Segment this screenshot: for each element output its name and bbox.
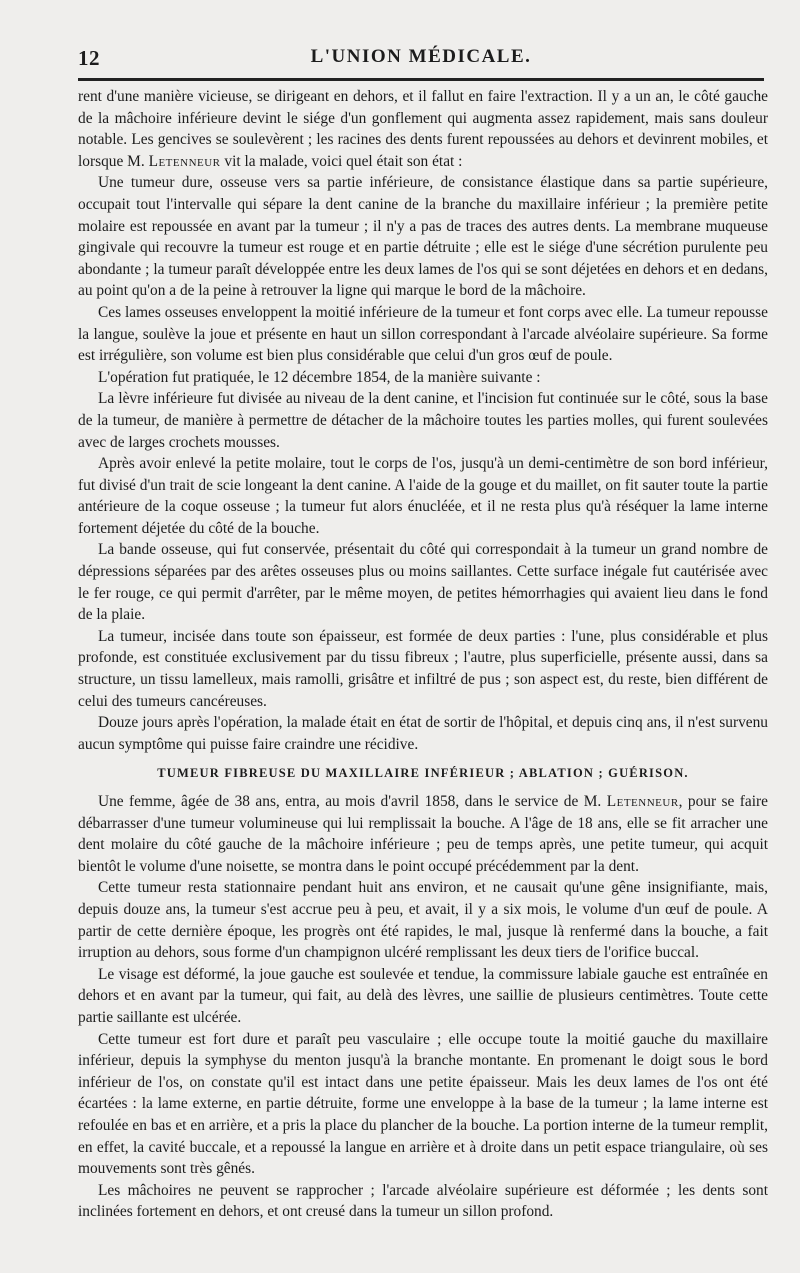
paragraph-text: Une femme, âgée de 38 ans, entra, au mois d'avril 1858, dans le service de M.	[98, 793, 602, 810]
paragraph: La tumeur, incisée dans toute son épaisseur, est formée de deux parties : l'une, plus considérable et plus profonde, est constituée exclusivement par du tissu fibreux ; l'autre, plus superficielle, présente aussi, dans sa structure, un tissu lamelleux, mais ramolli, grisâtre et infiltré de pus ; son aspect est, du reste, bien différent de celui des tumeurs cancéreuses.	[78, 627, 768, 710]
paragraph: La bande osseuse, qui fut conservée, présentait du côté qui correspondait à la tumeur un grand nombre de dépressions séparées par des arêtes osseuses plus ou moins saillantes. Cette surface inégale fut cautérisée avec le fer rouge, ce qui permit d'arrêter, par le même moyen, de petites hémorrhagies qui avaient lieu dans le fond de la plaie.	[78, 541, 768, 624]
running-title: L'UNION MÉDICALE.	[310, 46, 532, 67]
paragraph: Le visage est déformé, la joue gauche est soulevée et tendue, la commissure labiale gauche est entraînée en dehors et en avant par la tumeur, qui fait, au delà des lèvres, une saillie de plusieurs centimètres. Toute cette partie saillante est ulcérée.	[78, 965, 768, 1026]
paragraph	[78, 791, 768, 877]
paragraph-text: vit la malade, voici quel était son état :	[224, 152, 463, 170]
surgeon-name: Letenneur	[606, 793, 679, 810]
paragraph: Cette tumeur est fort dure et paraît peu vasculaire ; elle occupe toute la moitié gauche du maxillaire inférieur, depuis la symphyse du menton jusqu'à la branche montante. En promenant le doigt sous le bord inférieur de l'os, on constate qu'il est intact dans une petite épaisseur. Mais les deux lames de l'os ont été écartées : la lame externe, en partie détruite, forme une enveloppe à la base de la tumeur ; la lame interne est refoulée en bas et en arrière, et a pris la place du plancher de la bouche. La portion interne de la tumeur remplit, en effet, la cavité buccale, et a repoussé la langue en arrière et à droite dans un petit espace triangulaire, où ses mouvements sont très gênés.	[78, 1030, 768, 1178]
paragraph: Ces lames osseuses enveloppent la moitié inférieure de la tumeur et font corps avec elle. La tumeur repousse la langue, soulève la joue et présente en haut un sillon correspondant à l'arcade alvéolaire supérieure. Sa forme est irrégulière, son volume est bien plus considérable que celui d'un gros œuf de poule.	[78, 303, 768, 365]
page-header	[78, 44, 764, 74]
paragraph: Après avoir enlevé la petite molaire, tout le corps de l'os, jusqu'à un demi-centimètre de son bord inférieur, fut divisé d'un trait de scie longeant la dent canine. A l'aide de la gouge et du maillet, on fit sauter toute la partie antérieure de la coque osseuse ; la tumeur fut alors énucléée, et il ne resta plus qu'à réséquer la lame interne fortement déjetée du côté de la bouche.	[78, 455, 768, 537]
paragraph: L'opération fut pratiquée, le 12 décembre 1854, de la manière suivante :	[98, 368, 541, 386]
page-number: 12	[78, 46, 100, 70]
paragraph: La lèvre inférieure fut divisée au niveau de la dent canine, et l'incision fut continuée sur le côté, sous la base de la tumeur, de manière à permettre de détacher de la mâchoire toutes les parties molles, qui furent soulevées avec de larges crochets mousses.	[78, 390, 768, 451]
surgeon-name: Letenneur	[148, 152, 221, 170]
paragraph: Douze jours après l'opération, la malade était en état de sortir de l'hôpital, et depuis cinq ans, il n'est survenu aucun symptôme qui puisse faire craindre une récidive.	[78, 714, 768, 753]
paragraph-text: rent d'une manière vicieuse, se dirigeant en dehors, et il fallut en faire l'extraction. Il y a un an, le côté gauche de la mâchoire inférieure devint le siége d'un gonflement qui augmenta assez rapidement, mais sans douleur notable. Les gencives se soulevèrent ; les racines des dents furent repoussées au dehors et devinrent mobiles, et lorsque M.	[78, 88, 768, 170]
paragraph: Cette tumeur resta stationnaire pendant huit ans environ, et ne causait qu'une gêne insignifiante, mais, depuis douze ans, la tumeur s'est accrue peu à peu, et avait, il y a six mois, le volume d'un œuf de poule. A partir de cette dernière époque, les progrès ont été rapides, le mal, jusque là renfermé dans la bouche, a fait irruption au dehors, sous forme d'un champignon ulcéré remplissant les deux tiers de l'orifice buccal.	[78, 879, 768, 962]
paragraph: Les mâchoires ne peuvent se rapprocher ; l'arcade alvéolaire supérieure est déformée ; les dents sont inclinées fortement en dehors, et ont creusé dans la tumeur un sillon profond.	[78, 1181, 768, 1221]
article-body	[78, 86, 768, 1223]
header-rule	[78, 78, 764, 81]
paragraph-text: , pour se faire débarrasser d'une tumeur volumineuse qui lui remplissait la bouche. A l'âge de 18 ans, elle se fit arracher une dent molaire du côté gauche de la mâchoire inférieure ; peu de temps après, une petite tumeur, qui acquit bientôt le volume d'une noisette, se montra dans le point occupé précédemment par la dent.	[78, 793, 768, 875]
paragraph: Une tumeur dure, osseuse vers sa partie inférieure, de consistance élastique dans sa partie supérieure, occupait tout l'intervalle qui sépare la dent canine de la branche du maxillaire inférieur ; la première petite molaire est repoussée en avant par la tumeur ; il n'y a pas de traces des autres dents. La membrane muqueuse gingivale qui recouvre la tumeur est rouge et en partie détruite ; elle est le siége d'une sécrétion purulente peu abondante ; la tumeur paraît développée entre les deux lames de l'os qui se sont déjetées en dehors et en dedans, au point qu'on a de la peine à retrouver la ligne qui marque le bord de la mâchoire.	[78, 174, 768, 300]
paragraph	[78, 86, 768, 172]
section-heading: TUMEUR FIBREUSE DU MAXILLAIRE INFÉRIEUR ; ABLATION ; GUÉRISON.	[157, 766, 689, 781]
